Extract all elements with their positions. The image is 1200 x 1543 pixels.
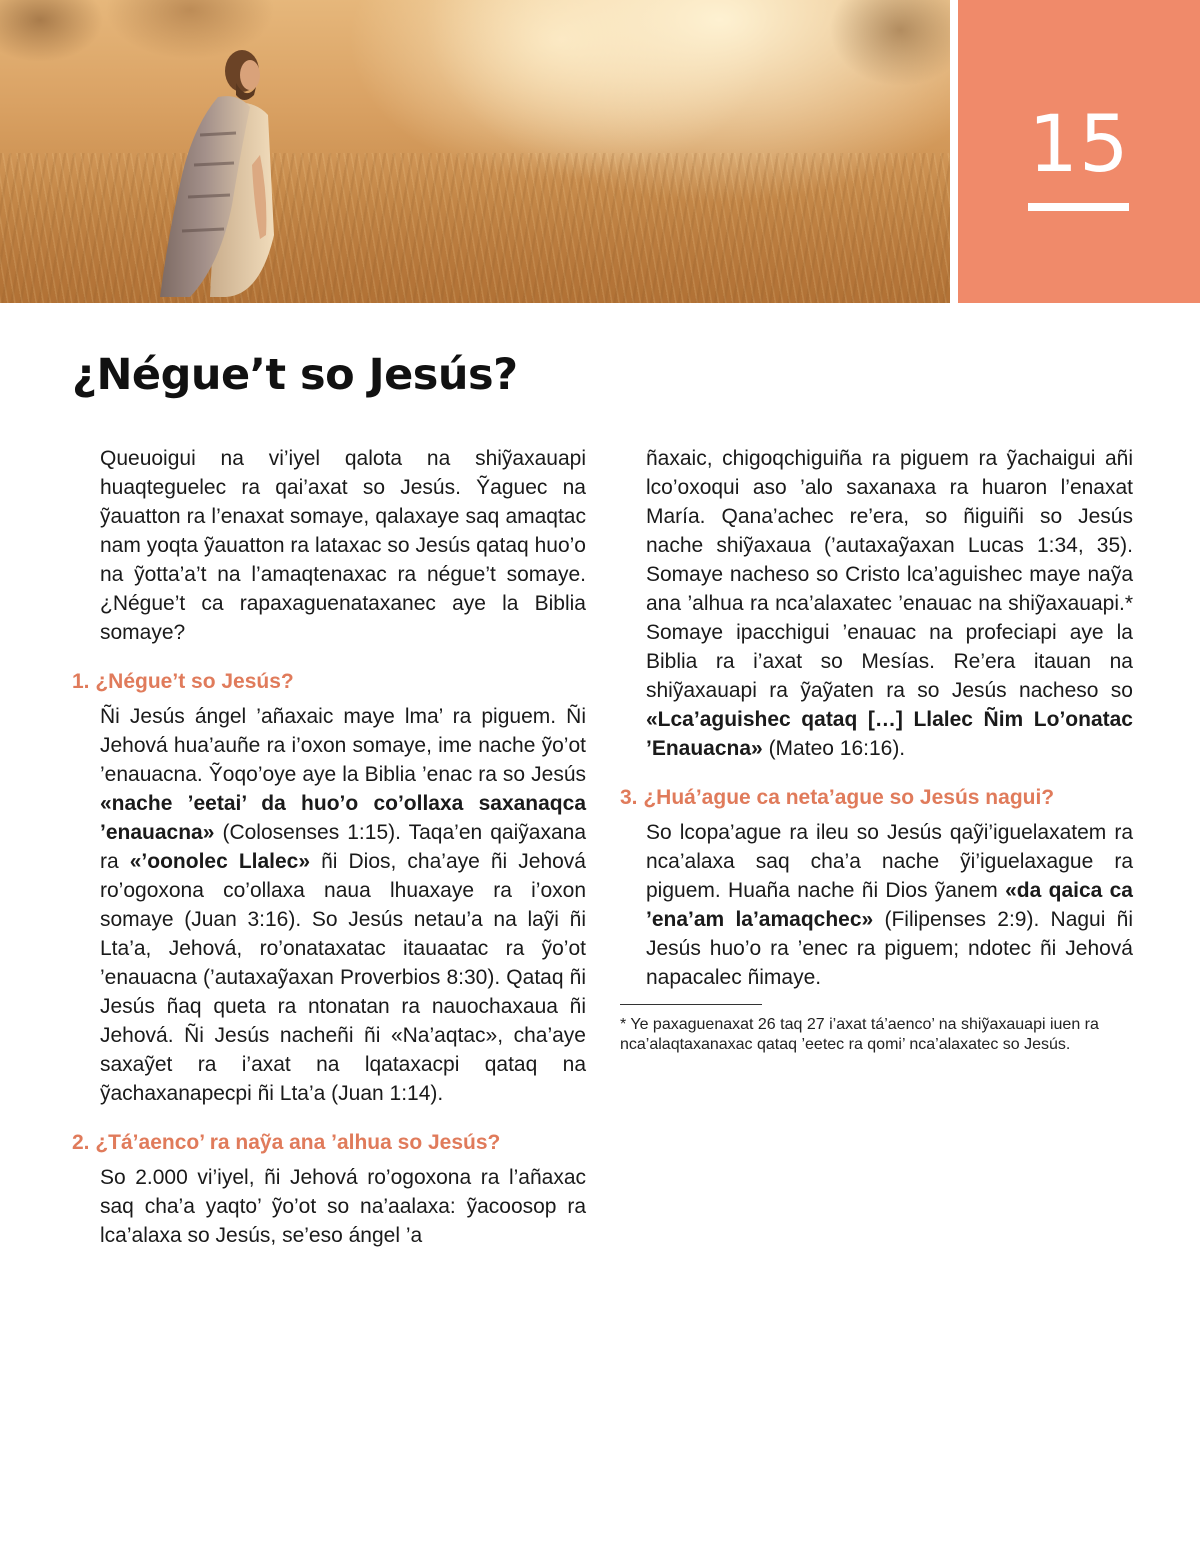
section-2-text-b: (Mateo 16:16). xyxy=(762,737,906,760)
footnote: * Ye paxaguenaxat 26 taq 27 i’axat tá’aenco’ na shiỹaxauapi iuen ra nca’alaqtaxanaxac qataq ’eetec ra qomi’ nca’alaxatec so Jesús. xyxy=(620,1016,1099,1053)
footnote-divider xyxy=(620,1004,762,1005)
section-2-heading: 2. ¿Tá’aenco’ ra naỹa ana ’alhua so Jesús? xyxy=(72,1131,501,1154)
section-1-text-c: ñi Dios, cha’aye ñi Jehová ro’ogoxona co’ollaxa naua lhuaxaye ra i’oxon somaye (Juan 3:16). So Jesús netau’a na laỹi ñi Lta’a, Jehová, ro’onataxatac itauaatac ra ỹo’ot ’enauacna (’autaxaỹaxan Proverbios 8:30). Qataq ñi Jesús ñaq queta ra ntonatan ra nauochaxaua ñi Jehová. Ñi Jesús nacheñi ñi «Na’aqtac», cha’aye saxaỹet ra i’axat na lqataxacpi qataq na ỹachaxanapecpi ñi Lta’a (Juan 1:14). xyxy=(100,850,586,1105)
chapter-underline xyxy=(1028,203,1129,211)
section-1-heading: 1. ¿Négue’t so Jesús? xyxy=(72,670,294,693)
section-2-text-a-start: So 2.000 vi’iyel, ñi Jehová ro’ogoxona ra l’añaxac saq cha’a yaqto’ ỹo’ot so na’aalaxa: ỹacoosop ra lca’alaxa so Jesús, se’eso ángel ’a xyxy=(100,1166,586,1247)
chapter-badge xyxy=(958,0,1200,303)
section-3-paragraph xyxy=(646,818,1133,992)
intro-paragraph: Queuoigui na vi’iyel qalota na shiỹaxauapi huaqteguelec ra qai’axat so Jesús. Ỹaguec na ỹauatton ra l’enaxat somaye, qalaxaye saq amaqtac nam yoqta ỹauatton ra lataxac so Jesús qataq huo’o na ỹotta’a’t na l’amaqtenaxac ra négue’t somaye. ¿Négue’t ca rapaxaguenataxanec aye la Biblia somaye? xyxy=(100,447,586,644)
section-2-paragraph-start xyxy=(100,1163,586,1250)
section-3-heading: 3. ¿Huá’ague ca neta’ague so Jesús nagui? xyxy=(620,786,1055,809)
section-2-quote: «Lca’aguishec qataq […] Llalec Ñim Lo’onatac ’Enauacna» xyxy=(646,708,1133,760)
page-title: ¿Négue’t so Jesús? xyxy=(72,350,518,400)
jesus-walking-figure xyxy=(140,35,290,303)
section-3-text-b: (Filipenses 2:9). Nagui ñi Jesús huo’o ra ’enec ra piguem; ndotec ñi Jehová napacalec ñimaye. xyxy=(646,908,1133,989)
left-column xyxy=(72,444,586,1250)
chapter-number: 15 xyxy=(1028,100,1130,190)
section-3-text-a: So lcopa’ague ra ileu so Jesús qaỹi’iguelaxatem ra nca’alaxa saq cha’a nache ỹi’iguelaxague ra piguem. Huaña nache ñi Dios ỹanem xyxy=(646,821,1133,902)
section-2-paragraph-continued xyxy=(646,444,1133,763)
section-1-text-a: Ñi Jesús ángel ’añaxaic maye lma’ ra piguem. Ñi Jehová hua’auñe ra i’oxon somaye, ime nache ỹo’ot ’enauacna. Ỹoqo’oye aye la Biblia ’enac ra so Jesús xyxy=(100,705,586,786)
right-column xyxy=(620,444,1133,1055)
section-1-quote-a: «nache ’eetai’ da huo’o co’ollaxa saxanaqca ’enauacna» xyxy=(100,792,586,844)
section-1-paragraph xyxy=(100,702,586,1108)
section-3-quote: «da qaica ca ’ena’am la’amaqchec» xyxy=(646,879,1133,931)
hero-photo xyxy=(0,0,950,303)
section-2-text-a-end: ñaxaic, chigoqchiguiña ra piguem ra ỹachaigui añi lco’oxoqui aso ’alo saxanaxa ra huaron l’enaxat María. Qana’achec re’era, so ñiguiñi so Jesús nache shiỹaxaua (’autaxaỹaxan Lucas 1:34, 35). Somaye nacheso so Cristo lca’aguishec maye naỹa ana ’alhua ra nca’alaxatec ’enauac na shiỹaxauapi.* Somaye ipacchigui ’enauac na profeciapi aye la Biblia ra i’axat so Mesías. Re’era itauan na shiỹaxauapi ra ỹaỹaten ra so Jesús nacheso so xyxy=(646,447,1133,702)
section-1-text-b: (Colosenses 1:15). Taqa’en qaiỹaxana ra xyxy=(100,821,586,873)
section-1-quote-b: «’oonolec Llalec» xyxy=(129,850,311,873)
